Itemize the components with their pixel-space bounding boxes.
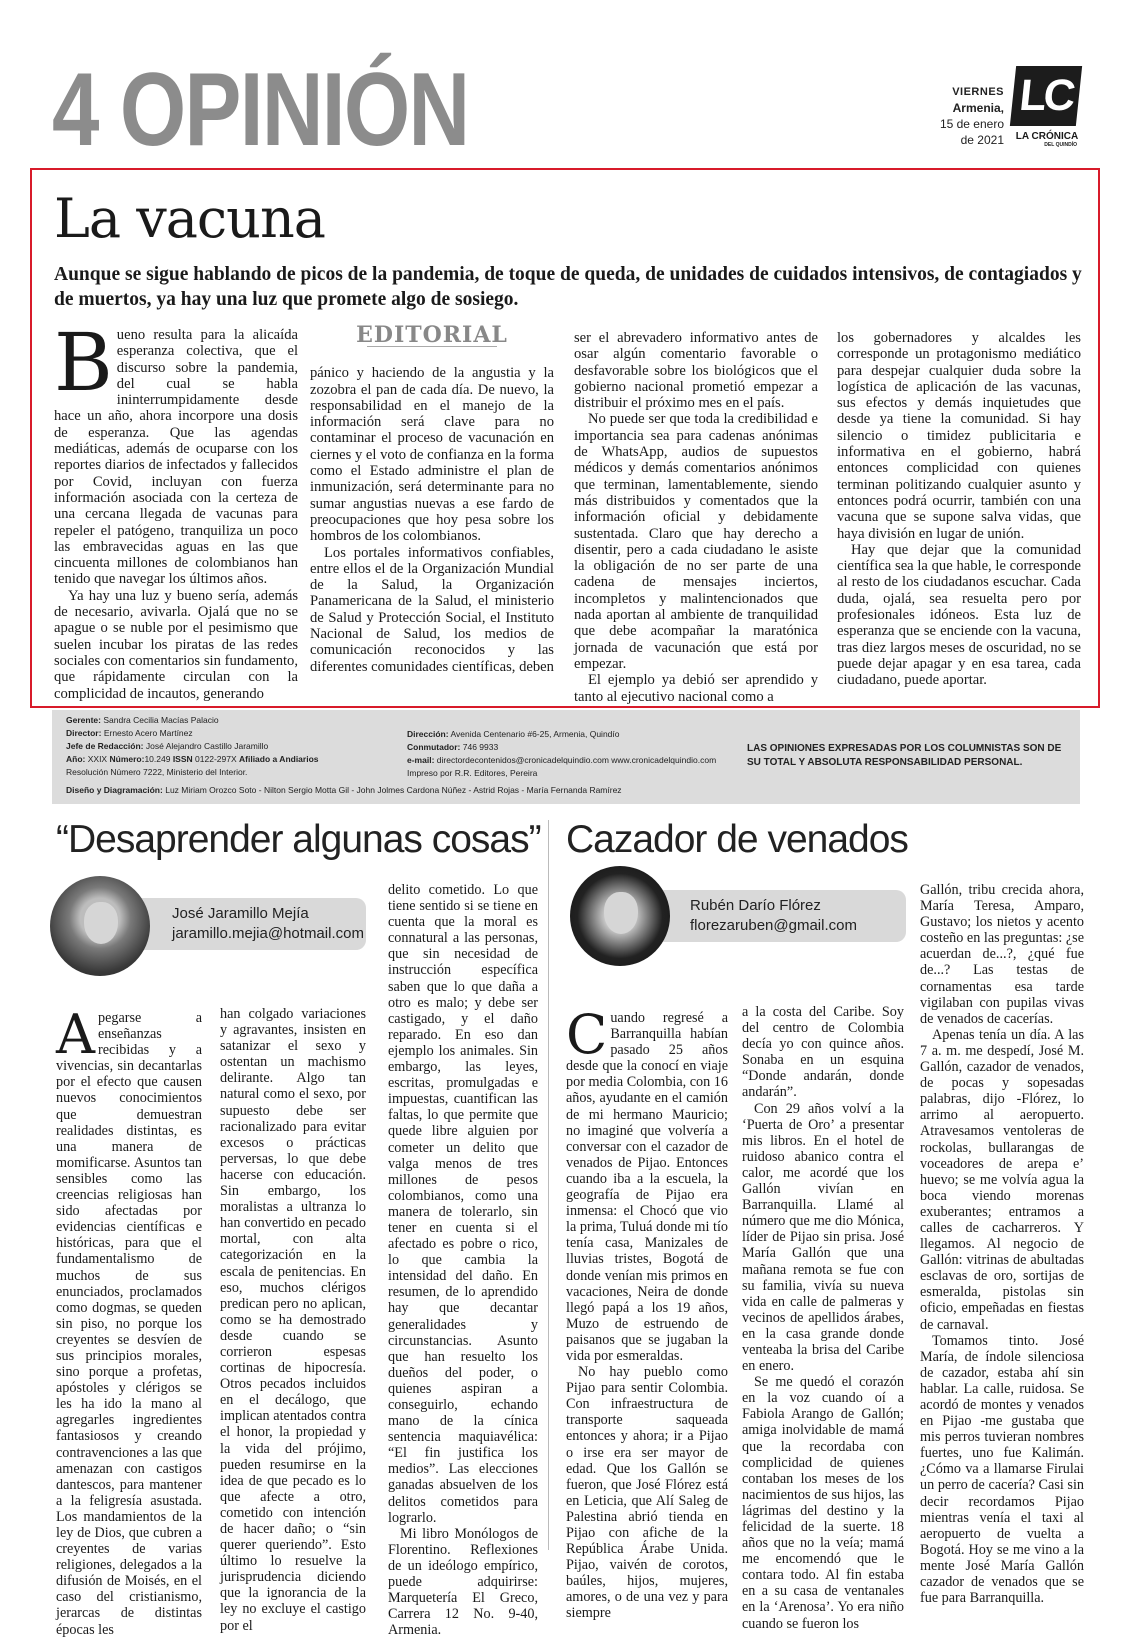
column1-text-2 bbox=[220, 1006, 366, 1634]
column1-text-1 bbox=[56, 1003, 202, 1638]
masthead-contact bbox=[407, 728, 747, 780]
value-issn: 0122-297X bbox=[195, 754, 237, 764]
editorial-title: La vacuna bbox=[54, 187, 325, 250]
editorial-column-2 bbox=[310, 322, 554, 675]
masthead-staff bbox=[66, 714, 426, 779]
column1-paragraph: delito cometido. Lo que tiene sentido si se tiene en cuenta que la moral es connatural a las personas, que sin necesidad de instrucción específica saben que lo que daña a otro es malo; y debe ser castigado, y el daño reparado. En eso dan ejemplo los animales. Sin embargo, las leyes, escritas, promulgadas e impuestas, cuantifican las faltas, lo que permite que quede libre alguien por cometer un delito que valga menos de tres millones de pesos colombianos, como una manera de tolerarlo, sin tener en cuenta si el afectado es pobre o rico, lo que cambia la intensidad del daño. En resumen, de lo aprendido hay que decantar generalidades y circunstancias. Asunto que han resuelto los dueños del poder, o quienes aspiran a conseguirlo, echando mano de la cínica sentencia maquiavélica: “El fin justifica los medios”. Las elecciones ganadas absuelven de los delitos cometidos para lograrlo. bbox=[388, 882, 538, 1526]
label-numero: Número: bbox=[109, 754, 145, 764]
value-director: Ernesto Acero Martínez bbox=[103, 728, 193, 738]
column2-paragraph: Gallón, tribu crecida ahora, María Teresa, Amparo, Gustavo; los nietos y acento costeño en las preguntas: ¿se acuerdan de...?, ¿qué fue de...? Las testas de cornamentas esa tarde vigilaban con pupilas vivas de venados de cacerías. bbox=[920, 882, 1084, 1027]
column1-paragraph: Mi libro Monólogos de Florentino. Reflexiones de un ideólogo empírico, puede adquirirse: Marquetería El Greco, Carrera 12 No. 9-40, Armenia. bbox=[388, 1525, 538, 1638]
column1-paragraph: han colgado variaciones y agravantes, insisten en satanizar el sexo y ostentan un machismo delirante. Algo tan natural como el sexo, por supuesto debe ser racionalizado para evitar excesos o prácticas perversas, lo que debe hacerse con educación. Sin embargo, los moralistas a ultranza lo han convertido en pecado mortal, con alta categorización en la escala de penitencias. En eso, muchos clérigos predican pero no aplican, como se ha demostrado desde cuando se corrieron espesas cortinas de hipocresía. Otros pecados incluidos en el decálogo, que implican atentados contra el honor, la propiedad y la vida del prójimo, pueden resumirse en la idea de que pecado es lo que afecte a otro, cometido con intención de hacer daño; o “sin querer queriendo”. Esto último lo resuelve la jurisprudencia diciendo que la ignorancia de la ley no excluye el castigo por el bbox=[220, 1006, 366, 1634]
logo-subtitle: DEL QUINDÍO bbox=[1044, 142, 1077, 148]
editorial-paragraph: los gobernadores y alcaldes les corresponde un protagonismo mediático para despejar cualquier duda sobre la logística de aplicación de las vacunas, sus efectos y demás inquietudes que desde ya tiene la comunidad. Si hay silencio o timidez publicitaria e informativa en el gobierno, habrá entonces complicidad con quienes terminan politizando cualquier asunto y entonces podrá ocurrir, también con una vacuna que se supone salva vidas, que haya división en lugar de unión. bbox=[837, 330, 1081, 542]
value-email[interactable]: directordecontenidos@cronicadelquindio.com www.cronicadelquindio.com bbox=[436, 755, 717, 765]
column2-paragraph: No hay pueblo como Pijao para sentir Colombia. Con infraestructura de transporte saqueada entonces y ahora; ir a Pijao o irse era ser mayor de edad. Que los Gallón se fueron, que José Flórez está en Leticia, que Alí Saleg de Palestina abrió tienda en Pijao con afiche de la República Árabe Unida. Pijao, vaivén de corotos, baúles, hijos, mujeres, amores, o de una vez y para siempre bbox=[566, 1364, 728, 1622]
label-jefe: Jefe de Redacción: bbox=[66, 741, 144, 751]
disclaimer: LAS OPINIONES EXPRESADAS POR LOS COLUMNISTAS SON DE SU TOTAL Y ABSOLUTA RESPONSABILIDAD PERSONAL. bbox=[747, 743, 1062, 768]
column1-text-3 bbox=[388, 882, 538, 1638]
logo-mark: LC bbox=[1010, 66, 1082, 126]
face-shape bbox=[604, 892, 638, 934]
drop-cap: B bbox=[54, 316, 113, 409]
afiliado: Afiliado a Andiarios bbox=[239, 754, 319, 764]
dateline-date: 15 de enero bbox=[939, 117, 1004, 131]
editorial-section bbox=[30, 168, 1100, 708]
editorial-column-4 bbox=[837, 330, 1081, 689]
value-ano: XXIX bbox=[87, 754, 108, 764]
value-direccion: Avenida Centenario #6-25, Armenia, Quindío bbox=[450, 729, 620, 739]
dateline-city: Armenia, bbox=[952, 101, 1004, 115]
editorial-lead: Aunque se sigue hablando de picos de la pandemia, de toque de queda, de unidades de cuidados intensivos, de contagiados y de muertos, ya hay una luz que promete algo de sosiego. bbox=[54, 264, 1082, 310]
column-divider bbox=[548, 820, 549, 1550]
column1-author-photo bbox=[50, 876, 150, 976]
editorial-paragraph: Los portales informativos confiables, entre ellos el de la Organización Mundial de la Salud, la Organización Panamericana de la Salud, el ministerio de Salud y Protección Social, el Instituto Nacional de Salud, los medios de comunicación reconocidos y las diferentes comunidades científicas, deben bbox=[310, 544, 554, 675]
masthead-design bbox=[66, 784, 1066, 797]
column2-paragraph: a la costa del Caribe. Soy del centro de Colombia decía yo con quince años. Sonaba en un esquina “Donde andarán, donde andarán”. bbox=[742, 1004, 904, 1101]
label-conmutador: Conmutador: bbox=[407, 742, 461, 752]
column2-author-photo bbox=[570, 866, 670, 966]
editorial-column-1 bbox=[54, 316, 298, 702]
column1-paragraph: pegarse a enseñanzas recibidas y a vivencias, sin decantarlas por el efecto que causen nuevos conocimientos que demuestran realidades distintas, es una manera de momificarse. Asuntos tan sensibles como las creencias religiosas han sido afectadas por evidencias científicas e históricas, para que el fundamentalismo de muchos de sus enunciados, proclamados como dogmas, se queden sin piso, no porque los creyentes se desvíen de sus principios morales, sino porque a profetas, apóstoles y clérigos se les ha ido la mano al agregarles ingredientes fantasiosos y creando contravenciones a las que amenazan con castigos dantescos, para mantener a la feligresía asustada. Los mandamientos de la ley de Dios, que cubren a creyentes de varias religiones, delegados a la difusión de Moisés, en el caso del cristianismo, jerarcas de distintas épocas les bbox=[56, 1010, 202, 1638]
logo-name: LA CRÓNICA bbox=[1015, 131, 1079, 142]
column1-title: “Desaprender algunas cosas” bbox=[56, 818, 541, 861]
editorial-paragraph: Hay que dejar que la comunidad científica sea la que hable, le corresponde al resto de los ciudadanos escuchar. Cada duda, ojalá, sea resuelta pero por profesionales idóneos. Esta luz de esperanza que se enciende con la vacuna, tras diez largos meses de oscuridad, no se puede dejar apagar y en esa tarea, cada ciudadano, puede aportar. bbox=[837, 541, 1081, 689]
column2-text-2 bbox=[742, 1004, 904, 1632]
column2-paragraph: Apenas tenía un día. A las 7 a. m. me despedí, José M. Gallón, cazador de venados, de pocas y sopesadas palabras, dijo -Flórez, lo arrimo al aeropuerto. Atravesamos ventoleras de rockolas, bullarangas de voceadores de arepa e’ huevo; se me volvía agua la boca viendo morenas exuberantes; entramos a calles de cacharreros. Y llegamos. Al negocio de Gallón: vitrinas de abultadas esclavas de oro, sortijas de esmeralda, pistolas sin oficio, empeñadas en fiestas de carnaval. bbox=[920, 1026, 1084, 1333]
dateline bbox=[940, 84, 1004, 148]
editorial-paragraph: No puede ser que toda la credibilidad e importancia sea para cadenas anónimas de WhatsApp, audios de supuestos médicos y demás comentarios anónimos que terminan, lamentablemente, siendo más distribuidos y comentados que la información oficial y debidamente sustentada. Claro que hay derecho a disentir, pero a cada ciudadano le asiste la obligación de no ser parte de una cadena de mensajes inciertos, incompletos y malintencionados que nada aportan al ambiente de tranquilidad que debe acompañar la maratónica jornada de vacunación que está por empezar. bbox=[574, 411, 818, 672]
masthead bbox=[52, 710, 1080, 804]
page-section-title: 4 OPINIÓN bbox=[52, 52, 469, 168]
dateline-day: VIERNES bbox=[952, 86, 1004, 98]
newspaper-logo bbox=[1013, 66, 1081, 148]
editorial-paragraph: Ya hay una luz y bueno sería, además de necesario, avivarla. Ojalá que no se apague o se nuble por el pesimismo que suelen incubar los piratas de las redes sociales con comentarios sin fundamento, que rápidamente circulan con la complicidad de incautos, generando bbox=[54, 587, 298, 702]
value-jefe: José Alejandro Castillo Jaramillo bbox=[145, 741, 269, 751]
label-gerente: Gerente: bbox=[66, 715, 101, 725]
column2-paragraph: Tomamos tinto. José María, de índole silenciosa de cazador, estaba ahí sin hablar. La calle, ruidosa. Se acordó de montes y venados en Pijao -me gustaba que mis perros tuvieran nombres fuertes, uno fue Kalimán. ¿Cómo va a llamarse Firulai un perro de cacería? Casi sin decir recordamos Pijao mientras venía el taxi al aeropuerto de vuelta a Bogotá. Hoy se me vino a la mente José María Gallón cazador de venados que se fue para Barranquilla. bbox=[920, 1332, 1084, 1607]
editorial-paragraph: ser el abrevadero informativo antes de osar algún comentario favorable o desfavorable sobre los biológicos que el gobierno nacional prometió empezar a distribuir el próximo mes en el país. bbox=[574, 330, 818, 412]
label-email: e-mail: bbox=[407, 755, 435, 765]
label-issn: ISSN bbox=[172, 754, 193, 764]
column1-email[interactable]: jaramillo.mejia@hotmail.com bbox=[172, 925, 364, 942]
label-ano: Año: bbox=[66, 754, 86, 764]
label-diseno: Diseño y Diagramación: bbox=[66, 785, 163, 795]
value-numero: 10.249 bbox=[144, 754, 171, 764]
drop-cap: A bbox=[56, 1003, 95, 1066]
editorial-label: EDITORIAL bbox=[310, 327, 554, 347]
drop-cap: C bbox=[566, 1003, 608, 1066]
column2-paragraph: uando regresé a Barranquilla habían pasado 25 años desde que la conocí en viaje por media Colombia, con 16 años, ayudante en el camión de mi hermano Mauricio; no imaginé que volvería a conversar con el cazador de venados de Pijao. Entonces cuando iba a la escuela, la geografía de Pijao era inmensa: el Chocó que vio la prima, Tuluá donde mi tío tenía casa, Manizales de lluvias tristes, Bogotá de donde venían mis primos en vacaciones, Neira de donde llegó papá a los 19 años, Muzo de estruendo de paisanos que se jugaban la vida por esmeraldas. bbox=[566, 1010, 728, 1364]
column1-author: José Jaramillo Mejía bbox=[172, 905, 309, 922]
column2-title: Cazador de venados bbox=[566, 818, 908, 861]
column2-paragraph: Con 29 años volví a la ‘Puerta de Oro’ a presentar mis libros. En el hotel de ruidoso abanico contra el calor, me acordé que los Gallón vivían en Barranquilla. Llamé al número que me dio Mónica, líder de Pijao sin prisa. José María Gallón que una mañana remota se fue con su familia, vivía su nueva vida en calle de palmeras y vecinos de apellidos árabes, en la casa grande donde venteaba la brisa del Caribe en enero. bbox=[742, 1100, 904, 1375]
impreso: Impreso por R.R. Editores, Pereira bbox=[407, 768, 538, 778]
column2-paragraph: Se me quedó el corazón en la voz cuando oí a Fabiola Arango de Gallón; amiga inolvidable de mamá que la recordaba con complicidad de quienes contaban los meses de los nacimientos de sus hijos, las lágrimas del destino y la felicidad de la suerte. 18 años que no la veía; mamá me encomendó que le contara todo. Al fin estaba en a su casa de ventanales en la ‘Arenosa’. Yo era niño cuando se fueron los bbox=[742, 1374, 904, 1632]
label-direccion: Dirección: bbox=[407, 729, 449, 739]
label-director: Director: bbox=[66, 728, 102, 738]
value-conmutador: 746 9933 bbox=[462, 742, 499, 752]
face-shape bbox=[84, 902, 118, 944]
column2-text-3 bbox=[920, 882, 1084, 1606]
resolucion: Resolución Número 7222, Ministerio del Interior. bbox=[66, 767, 248, 777]
value-gerente: Sandra Cecilia Macías Palacio bbox=[103, 715, 219, 725]
column2-email[interactable]: florezaruben@gmail.com bbox=[690, 917, 857, 934]
editorial-paragraph: ueno resulta para la alicaída esperanza colectiva, que el discurso sobre la pandemia, del cual se habla ininterrumpidamente desde hace un año, ahora incorpore una dosis de esperanza. Que las agendas mediáticas, además de ocuparse con los reportes diarios de infectados y fallecidos por Covid, incluyan con fuerza información asociada con la certeza de una cercana llegada de vacunas para repeler el patógeno, tranquiliza un poco las embravecidas aguas en las que cincuenta millones de colombianos han tenido que navegar los últimos años. bbox=[54, 327, 298, 588]
editorial-paragraph: El ejemplo ya debió ser aprendido y tanto al ejecutivo nacional como a bbox=[574, 672, 818, 705]
column2-text-1 bbox=[566, 1003, 728, 1622]
column2-author: Rubén Darío Flórez bbox=[690, 897, 821, 914]
dateline-year: de 2021 bbox=[960, 133, 1004, 147]
editorial-column-3 bbox=[574, 330, 818, 705]
value-diseno: Luz Miriam Orozco Soto - Nilton Sergio Motta Gil - John Jolmes Cardona Núñez - Astrid Rojas - María Fernanda Ramírez bbox=[165, 785, 622, 795]
editorial-paragraph: pánico y haciendo de la angustia y la zozobra el pan de cada día. De nuevo, la responsabilidad en el manejo de la información será clave para no contaminar el proceso de vacunación en ciernes y el voto de confianza en la forma como el Estado administre el plan de inmunización, será determinante para no sumar angustias nuevas a ese fardo de preocupaciones que hoy pesa sobre los hombros de los colombianos. bbox=[310, 365, 554, 545]
